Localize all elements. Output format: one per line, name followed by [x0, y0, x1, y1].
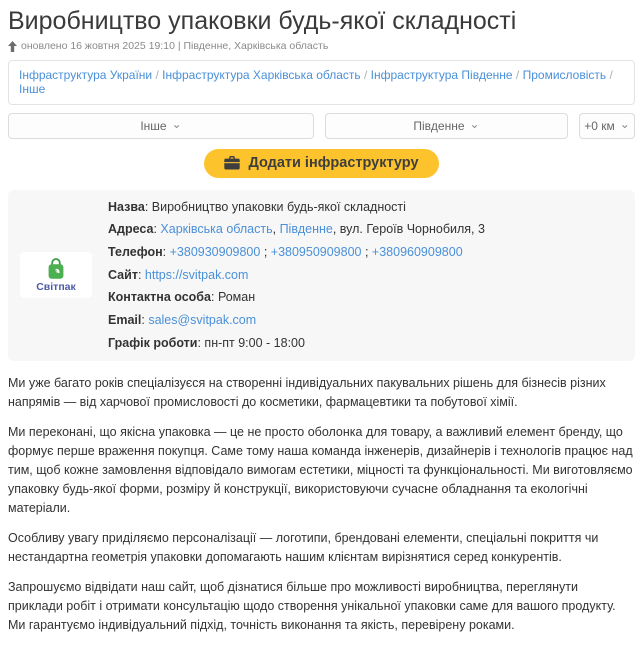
field-label: Сайт	[108, 267, 138, 282]
company-logo	[20, 252, 92, 298]
shopping-bag-icon	[46, 258, 66, 280]
address-row-link[interactable]: Південне	[279, 222, 333, 237]
name-row: Назва: Виробництво упаковки будь-якої складності	[108, 199, 406, 214]
address-row-link[interactable]: Харківська область	[160, 222, 273, 237]
breadcrumb-link[interactable]: Інфраструктура України	[19, 68, 153, 82]
description-paragraph: Особливу увагу приділяємо персоналізації — логотипи, брендовані елементи, спеціальні покриття чи нестандартна геометрія упаковки допомагають нашим клієнтам вирізнятися серед конкурентів.	[8, 531, 599, 565]
filter-label: Інше	[140, 118, 167, 133]
description-paragraph: Ми уже багато років спеціалізуєся на створенні індивідуальних пакувальних рішень для бізнесів різних напрямів — від харчової промисловості до косметики, фармацевтики та побутової хімії.	[8, 376, 606, 410]
company-info-card	[8, 190, 635, 361]
filter-radius-select[interactable]	[579, 113, 635, 139]
description-paragraph: Запрошуємо відвідати наш сайт, щоб дізнатися більше про можливості виробництва, переглянути приклади робіт і отримати консультацію щодо створення унікальної упаковки саме для вашого продукту. Ми гарантуємо індивідуальний підхід, точність виконання та якість, перевірену роками.	[8, 580, 616, 633]
breadcrumb-separator: /	[512, 68, 523, 82]
add-infrastructure-label: Додати інфраструктуру	[248, 154, 419, 171]
email-row-link[interactable]: sales@svitpak.com	[148, 312, 257, 327]
page-title: Виробництво упаковки будь-якої складності	[8, 7, 517, 35]
field-label: Назва	[108, 199, 145, 214]
add-infrastructure-button[interactable]	[204, 149, 438, 178]
description	[8, 374, 635, 635]
description-paragraph: Ми переконані, що якісна упаковка — це не просто оболонка для товару, а важливий елемент бренду, що формує перше враження покупця. Саме тому наша команда інженерів, дизайнерів і технологів працює над тим, щоб кожне замовлення відповідало вимогам естетики, міцності та функціональності. Ми виготовляємо упаковку будь-якої форми, розміру й конструкції, використовуючи сучасне обладнання та екологічні матеріали.	[8, 425, 633, 516]
briefcase-icon	[224, 156, 240, 170]
up-arrow-icon	[8, 41, 17, 52]
email-row: Email: sales@svitpak.com	[108, 312, 257, 327]
info-rows	[108, 200, 485, 351]
filter-row	[8, 113, 635, 139]
breadcrumb-separator: /	[152, 68, 163, 82]
chevron-down-icon: ⌄	[469, 117, 480, 132]
breadcrumb-link[interactable]: Інфраструктура Харківська область	[162, 68, 361, 82]
contact-person-row: Контактна особа: Роман	[108, 290, 256, 305]
filter-category-select[interactable]	[8, 113, 314, 139]
chevron-down-icon: ⌄	[619, 117, 630, 132]
breadcrumb-separator: /	[360, 68, 371, 82]
updated-text: оновлено 16 жовтня 2025 19:10 | Південне, Харківська область	[21, 40, 329, 52]
breadcrumb-separator: /	[606, 68, 613, 82]
filter-city-select[interactable]	[325, 113, 568, 139]
breadcrumb-link[interactable]: Інше	[19, 82, 46, 97]
updated-line	[8, 40, 635, 52]
add-infrastructure-row	[8, 149, 635, 178]
working-hours-row: Графік роботи: пн-пт 9:00 - 18:00	[108, 335, 305, 350]
phone-row-link[interactable]: +380950909800	[270, 245, 362, 260]
website-row-link[interactable]: https://svitpak.com	[144, 267, 249, 282]
phone-row: Телефон: +380930909800 ; +380950909800 ; +380960909800	[108, 245, 463, 260]
phone-row-link[interactable]: +380960909800	[371, 245, 463, 260]
field-label: Адреса	[108, 222, 154, 237]
field-label: Контактна особа	[108, 290, 211, 305]
field-label: Email	[108, 312, 142, 327]
field-label: Телефон	[108, 245, 163, 260]
filter-label: Південне	[413, 118, 465, 133]
company-logo-text: Світпак	[36, 280, 76, 293]
filter-label: +0 км	[584, 118, 615, 133]
breadcrumb-link[interactable]: Промисловість	[522, 68, 607, 82]
website-row: Сайт: https://svitpak.com	[108, 267, 249, 282]
chevron-down-icon: ⌄	[171, 117, 182, 132]
address-row: Адреса: Харківська область, Південне, вул. Героїв Чорнобиля, 3	[108, 222, 485, 237]
field-label: Графік роботи	[108, 335, 198, 350]
phone-row-link[interactable]: +380930909800	[169, 245, 261, 260]
breadcrumb	[8, 60, 635, 105]
breadcrumb-link[interactable]: Інфраструктура Південне	[370, 68, 513, 82]
